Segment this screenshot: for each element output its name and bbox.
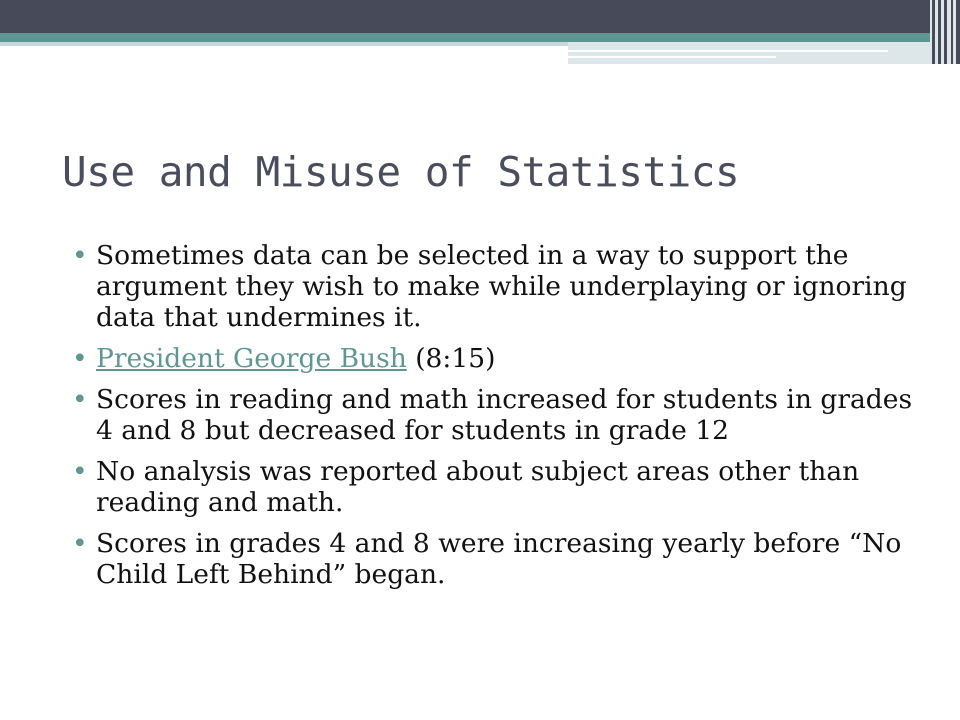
header-band-dark xyxy=(0,0,930,33)
bullet-item xyxy=(72,343,922,374)
bullet-item xyxy=(72,456,922,518)
bullet-text: Sometimes data can be selected in a way to support the argument they wish to make while underplaying or ignoring data that undermines it. xyxy=(96,240,907,333)
bullet-item xyxy=(72,384,922,446)
bullet-item xyxy=(72,240,922,333)
bullet-text: No analysis was reported about subject areas other than reading and math. xyxy=(96,456,860,518)
bullet-item xyxy=(72,528,922,590)
header-light-strip xyxy=(0,42,568,46)
bullet-text: Scores in reading and math increased for students in grades 4 and 8 but decreased for students in grade 12 xyxy=(96,384,913,446)
header-tab xyxy=(568,42,930,64)
header-band-teal xyxy=(0,33,930,42)
header-tab-line xyxy=(568,50,888,52)
bullet-list xyxy=(72,240,922,600)
video-link[interactable]: President George Bush xyxy=(96,343,407,374)
header-tab-line xyxy=(568,56,776,58)
slide-title: Use and Misuse of Statistics xyxy=(62,148,740,196)
video-duration: (8:15) xyxy=(406,343,496,374)
bullet-text: Scores in grades 4 and 8 were increasing yearly before “No Child Left Behind” began. xyxy=(96,528,902,590)
header-right-bars xyxy=(930,0,960,64)
